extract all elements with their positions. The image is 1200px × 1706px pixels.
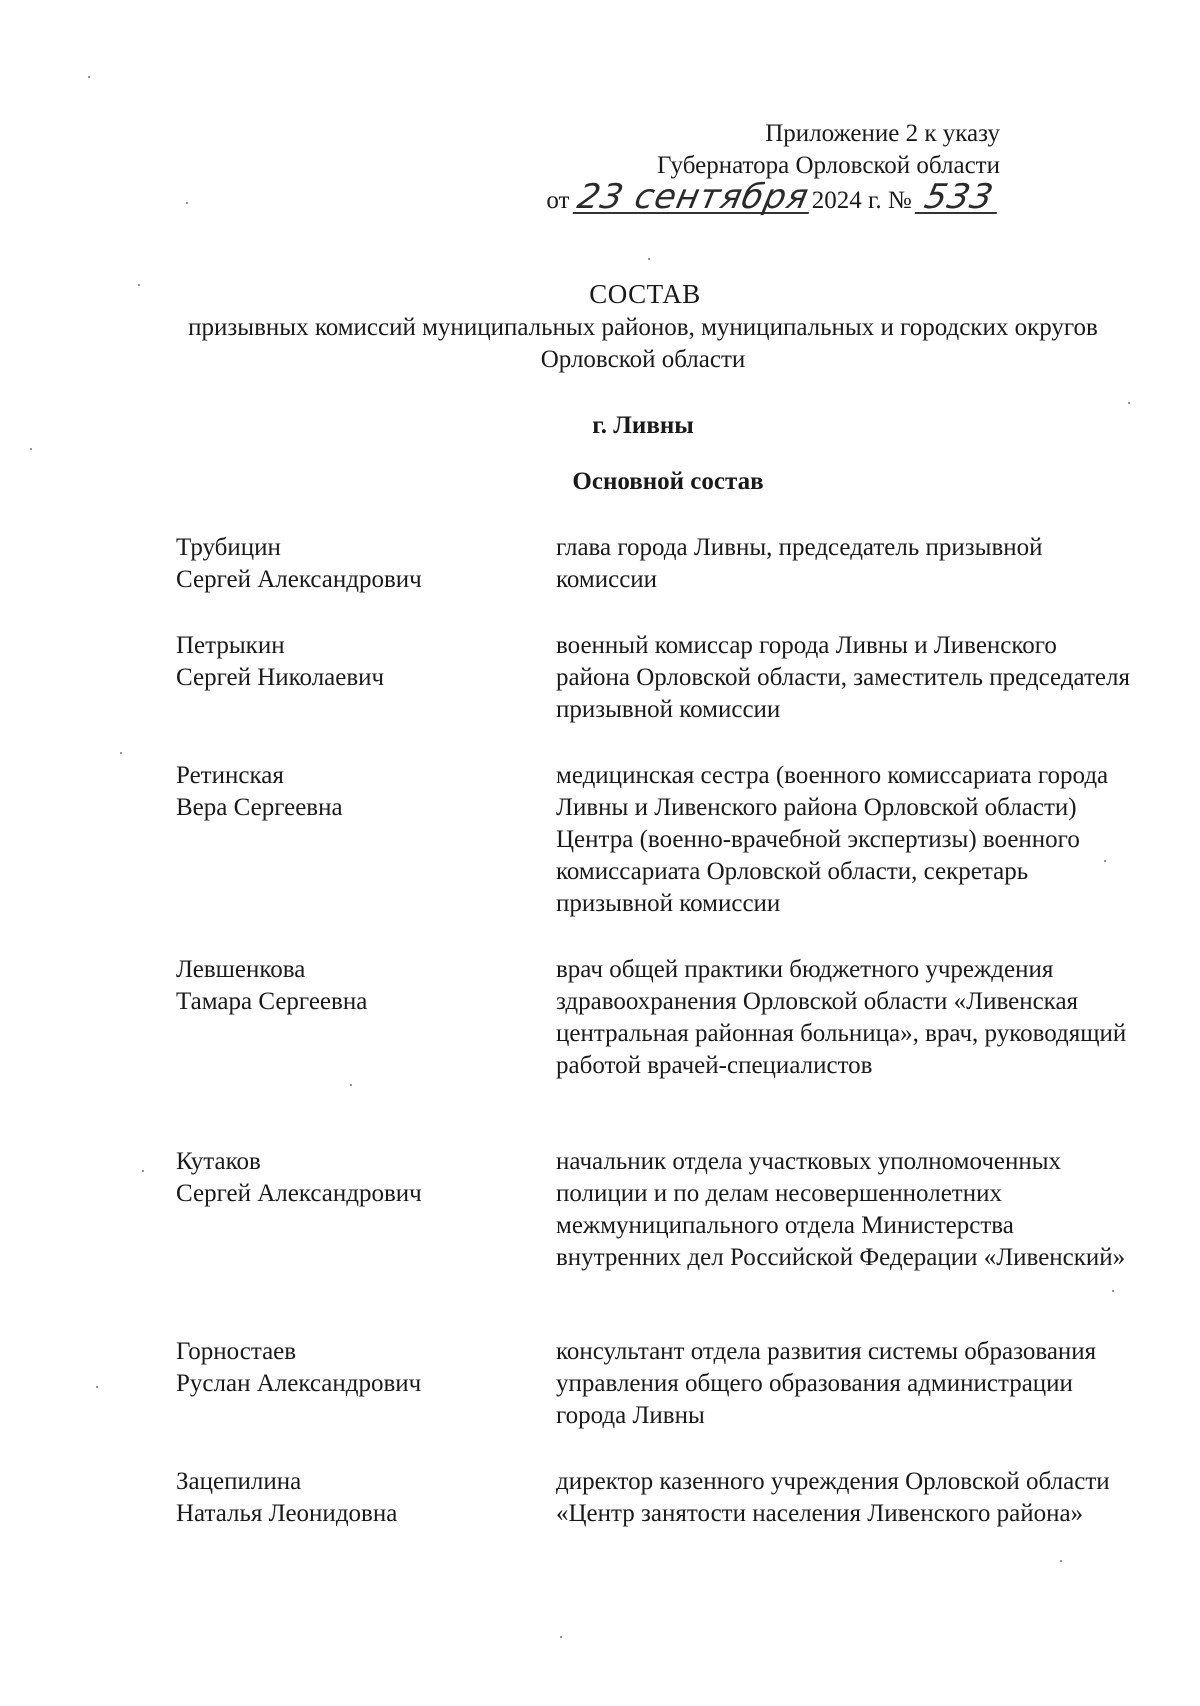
member-role: директор казенного учреждения Орловской области «Центр занятости населения Ливенского района» xyxy=(556,1468,1110,1527)
scan-speck xyxy=(350,1084,352,1086)
member-role: начальник отдела участковых уполномоченных полиции и по делам несовершеннолетних межмуниципального отдела Министерства внутренних дел Российской Федерации «Ливенский» xyxy=(556,1148,1126,1271)
heading-text: СОСТАВ xyxy=(589,279,701,309)
section-heading: Основной состав xyxy=(572,468,764,495)
member-given-name: Наталья Леонидовна xyxy=(176,1500,398,1527)
member-given-name: Тамара Сергеевна xyxy=(176,988,368,1015)
date-prefix: от xyxy=(546,187,570,214)
member-given-name: Вера Сергеевна xyxy=(176,794,343,821)
member-role: врач общей практики бюджетного учреждения здравоохранения Орловской области «Ливенская центральная районная больница», врач, руководящий работой врачей-специалистов xyxy=(556,956,1127,1079)
member-surname: Горностаев xyxy=(176,1338,297,1365)
member-surname: Левшенкова xyxy=(176,956,306,983)
member-given-name: Сергей Николаевич xyxy=(176,664,385,691)
year-text: 2024 г. № xyxy=(811,187,912,214)
member-role: консультант отдела развития системы образования управления общего образования администрации города Ливны xyxy=(556,1338,1097,1429)
scan-speck xyxy=(96,1386,98,1388)
city-heading: г. Ливны xyxy=(592,412,694,439)
member-name xyxy=(176,1146,516,1210)
scan-speck xyxy=(30,448,32,450)
attachment-line-2: Губернатора Орловской области xyxy=(657,152,1000,179)
scan-speck xyxy=(88,76,90,78)
member-given-name: Сергей Александрович xyxy=(176,1180,422,1207)
member-surname: Трубицин xyxy=(176,534,281,561)
scan-speck xyxy=(186,202,188,204)
scan-speck xyxy=(142,1170,144,1172)
member-name xyxy=(176,532,516,596)
attachment-date-line xyxy=(546,177,1000,217)
scan-speck xyxy=(1060,1560,1062,1562)
scan-speck xyxy=(1112,1290,1114,1292)
member-role: военный комиссар города Ливны и Ливенского района Орловской области, заместитель председателя призывной комиссии xyxy=(556,632,1130,723)
member-role: медицинская сестра (военного комиссариата города Ливны и Ливенского района Орловской области) Центра (военно-врачебной экспертизы) военного комиссариата Орловской области, секретарь призывной комиссии xyxy=(556,762,1109,917)
member-name xyxy=(176,954,516,1018)
member-surname: Зацепилина xyxy=(176,1468,302,1495)
member-name xyxy=(176,760,516,824)
scan-speck xyxy=(648,258,650,260)
handwritten-date: 23 сентября xyxy=(572,182,815,214)
member-given-name: Сергей Александрович xyxy=(176,566,422,593)
scan-speck xyxy=(138,284,140,286)
member-name xyxy=(176,1336,516,1400)
member-name xyxy=(176,630,516,694)
document-heading xyxy=(0,278,1200,312)
member-surname: Кутаков xyxy=(176,1148,261,1175)
scan-speck xyxy=(1128,402,1130,404)
scan-speck xyxy=(1104,860,1106,862)
member-role: глава города Ливны, председатель призывной комиссии xyxy=(556,534,1043,593)
member-surname: Петрыкин xyxy=(176,632,285,659)
attachment-line-1: Приложение 2 к указу xyxy=(765,120,1000,147)
document-subtitle: призывных комиссий муниципальных районов, муниципальных и городских округов Орловской области xyxy=(188,314,1098,373)
member-name xyxy=(176,1466,516,1530)
attachment-header xyxy=(546,118,1000,217)
member-surname: Ретинская xyxy=(176,762,284,789)
handwritten-number: 533 xyxy=(915,182,1004,214)
scan-speck xyxy=(560,1636,562,1638)
scan-speck xyxy=(120,752,122,754)
member-given-name: Руслан Александрович xyxy=(176,1370,422,1397)
